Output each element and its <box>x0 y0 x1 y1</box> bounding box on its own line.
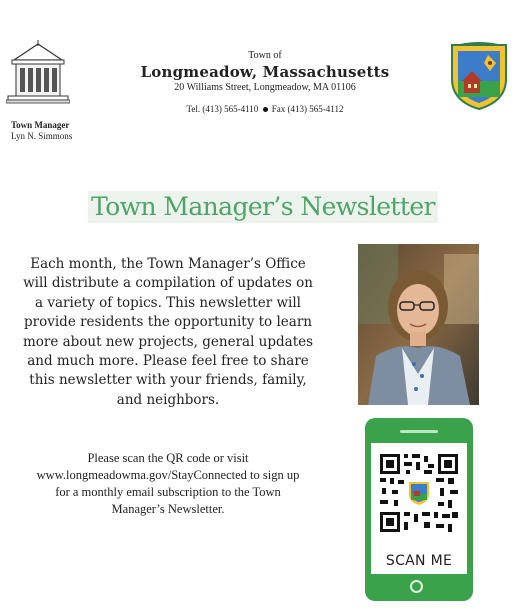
town-name: Longmeadow, Massachusetts <box>140 63 390 81</box>
phone-screen <box>371 443 467 574</box>
town-seal-icon <box>446 41 512 111</box>
newsletter-title: Town Manager’s Newsletter <box>88 191 438 223</box>
telephone-number: Tel. (413) 565-4110 <box>186 104 259 114</box>
town-hall-logo <box>6 38 70 104</box>
manager-title: Town Manager <box>11 120 70 130</box>
separator-dot-icon <box>263 107 268 112</box>
phone-speaker-icon <box>400 430 438 433</box>
qr-code-icon[interactable] <box>380 454 458 532</box>
fax-number: Fax (413) 565-4112 <box>271 104 344 114</box>
town-address: 20 Williams Street, Longmeadow, MA 01106 <box>174 82 356 93</box>
phone-home-button-icon <box>410 580 423 593</box>
town-manager-photo <box>358 244 479 405</box>
town-of-label: Town of <box>248 50 282 61</box>
manager-name: Lyn N. Simmons <box>11 131 73 141</box>
signup-instructions: Please scan the QR code or visit www.longmeadowma.gov/StayConnected to sign up for a monthly email subscription to the Town Manager’s Newsletter. <box>36 451 300 516</box>
letterhead <box>140 50 390 115</box>
qr-phone-card[interactable] <box>365 418 473 601</box>
contact-numbers <box>140 103 390 115</box>
newsletter-intro: Each month, the Town Manager’s Office will distribute a compilation of updates on a variety of topics. This newsletter will provide residents the opportunity to learn more about new projects, general updates and much more. Please feel free to share this newsletter with your friends, family, and neighbors. <box>22 256 314 408</box>
scan-me-label: SCAN ME <box>385 553 453 569</box>
